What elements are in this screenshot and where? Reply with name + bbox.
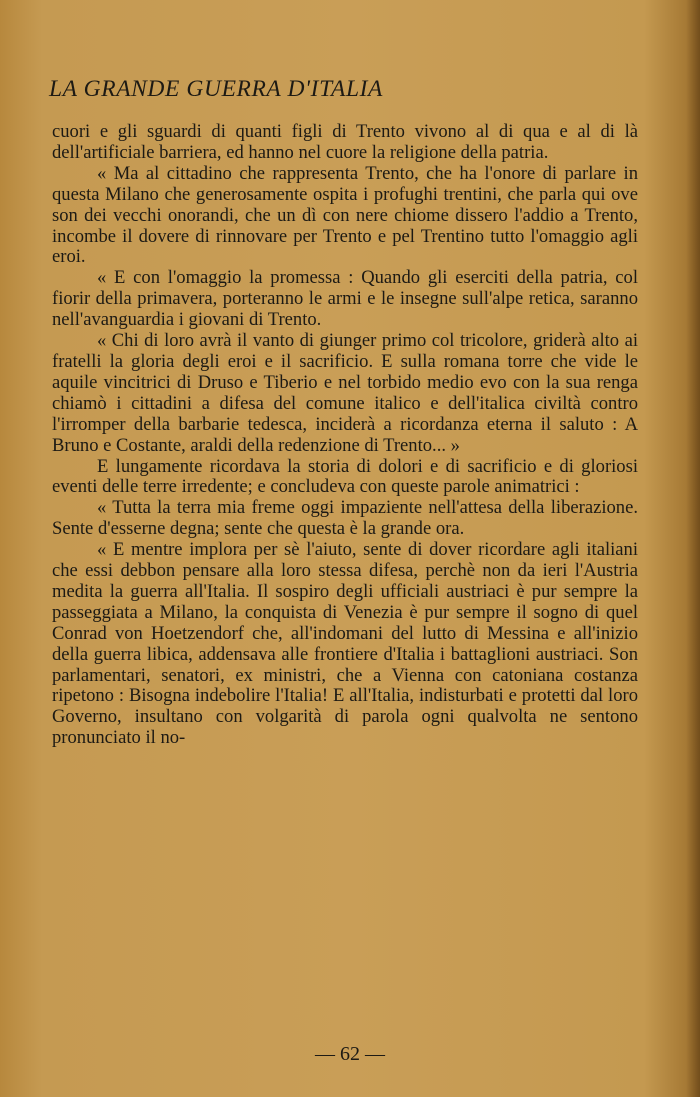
paragraph: cuori e gli sguardi di quanti figli di Trento vivono al di qua e al di là dell'artificiale barriera, ed hanno nel cuore la religione della patria. bbox=[52, 121, 638, 163]
paragraph: « Chi di loro avrà il vanto di giunger primo col tricolore, griderà alto ai fratelli la gloria degli eroi e il sacrificio. E sulla romana torre che vide le aquile vincitrici di Druso e Tiberio e nel torbido medio evo con la sua renga chiamò i cittadini a difesa del comune italico e dell'italica civiltà contro l'irromper della barbarie tedesca, inciderà a ricordanza eterna il saluto : A Bruno e Costante, araldi della redenzione di Trento... » bbox=[52, 330, 638, 456]
paragraph: « E con l'omaggio la promessa : Quando gli eserciti della patria, col fiorir della primavera, porteranno le armi e le insegne sull'alpe retica, saranno nell'avanguardia i giovani di Trento. bbox=[52, 267, 638, 331]
page-number: — 62 — bbox=[315, 1043, 385, 1065]
paragraph: « Tutta la terra mia freme oggi impaziente nell'attesa della liberazione. Sente d'esserne degna; sente che questa è la grande ora. bbox=[52, 497, 638, 540]
running-head: LA GRANDE GUERRA D'ITALIA bbox=[49, 76, 383, 102]
paragraph: « Ma al cittadino che rappresenta Trento, che ha l'onore di parlare in questa Milano che generosamente ospita i profughi trentini, che parla qui ove son dei vecchi onorandi, che un dì con nere chiome dissero l'addio a Trento, incombe il dovere di rinnovare per Trento e pel Trentino tutto l'omaggio agli eroi. bbox=[52, 162, 638, 268]
body-text bbox=[52, 122, 638, 749]
paragraph: « E mentre implora per sè l'aiuto, sente di dover ricordare agli italiani che essi debbon pensare alla loro stessa difesa, perchè non da ieri l'Austria medita la guerra all'Italia. Il sospiro degli ufficiali austriaci è pur sempre la passeggiata a Milano, la conquista di Venezia è pur sempre il sogno di quel Conrad von Hoetzendorf che, all'indomani del lutto di Messina e all'inizio della guerra libica, addensava alle frontiere d'Italia i battaglioni austriaci. Son parlamentari, senatori, ex ministri, che a Vienna con catoniana costanza ripetono : Bisogna indebolire l'Italia! E all'Italia, indisturbati e protetti dal loro Governo, insultano con volgarità di parola ogni qualvolta ne sentono pronunciato il no- bbox=[52, 539, 638, 749]
paragraph: E lungamente ricordava la storia di dolori e di sacrificio e di gloriosi eventi delle terre irredente; e concludeva con queste parole animatrici : bbox=[52, 455, 638, 498]
page-edge-shadow bbox=[686, 0, 700, 1097]
